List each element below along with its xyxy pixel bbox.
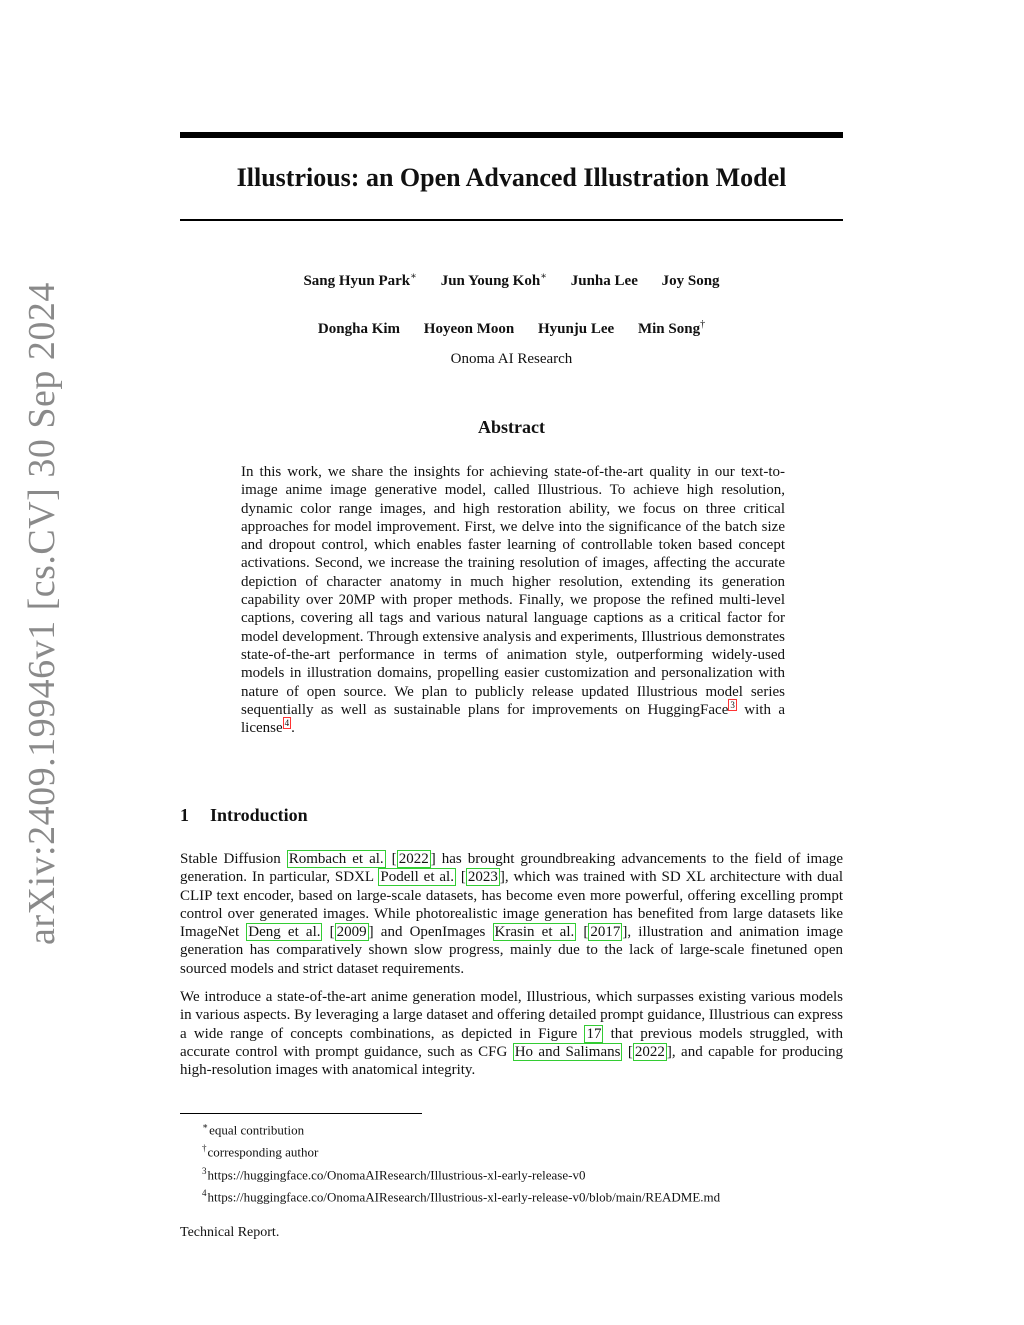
paragraph: Stable Diffusion Rombach et al. [ 2022 ] has brought groundbreaking advancements to the field of image generation. In particular, SDXL Podell et al. [ 2023 ], which was trained with SD XL architecture with dual CLIP text encoder, based on large-scale datasets, has become even more powerful, offering excelling prompt control over generated images. While photorealistic image generation has benefited from large datasets like ImageNet Deng et al. [ 2009 ] and OpenImages Krasin et al. [ 2017 ], illustration and animation image generation has comparatively shown slow progress, mainly due to the lack of large-scale finetuned open sourced models and strict dataset requirements. (180, 851, 844, 977)
title-top-rule (180, 132, 843, 138)
citation-year-link[interactable]: 2017 (590, 924, 621, 941)
section-number: 1 (180, 805, 189, 825)
citation-link[interactable]: Deng et al. (248, 924, 321, 941)
authors-row-1 (180, 267, 843, 291)
author: Hoyeon Moon (423, 321, 515, 337)
authors-row-2 (180, 315, 843, 339)
arxiv-identifier-stamp: arXiv:2409.19946v1 [cs.CV] 30 Sep 2024 (21, 282, 63, 945)
abstract-body: In this work, we share the insights for achieving state-of-the-art quality in our text-to-image anime image generative model, called Illustrious. To achieve high resolution, dynamic color range images, and high restoration ability, we focus on three critical approaches for model improvement. First, we delve into the significance of the batch size and dropout control, which enables faster learning of controllable token based concept activations. Second, we increase the training resolution of images, affecting the accurate depiction of character anatomy in much higher resolution, extending its generation capability over 20MP with proper methods. Finally, we propose the refined multi-level captions, covering all tags and various natural language captions as a critical factor for model development. Through extensive analysis and experiments, Illustrious demonstrates state-of-the-art performance in terms of animation style, outperforming widely-used models in illustration domains, propelling easier customization and personalization with nature of open source. We plan to publicly release updated Illustrious model series sequentially as well as sustainable plans for improvements on HuggingFace $^3$ with a license $^4$ . (241, 464, 786, 737)
author: Jun Young Koh∗ (440, 271, 547, 289)
footnote-divider (180, 1113, 422, 1114)
footnote: †corresponding author (202, 1143, 319, 1160)
citation-year-link[interactable]: 2009 (336, 924, 367, 941)
author: Sang Hyun Park∗ (303, 271, 417, 289)
citation-year-link[interactable]: 2023 (467, 869, 498, 886)
author: Dongha Kim (317, 321, 401, 337)
author: Junha Lee (570, 273, 638, 289)
citation-link[interactable]: Ho and Salimans (514, 1043, 621, 1060)
author: Hyunju Lee (537, 321, 615, 337)
paper-title: Illustrious: an Open Advanced Illustration Model (236, 163, 787, 192)
footnote-link-3[interactable]: 3 (730, 699, 735, 710)
figure-link[interactable]: 17 (586, 1025, 602, 1042)
title-bottom-rule (180, 219, 843, 221)
footnote-link-4[interactable]: 4 (284, 718, 290, 729)
citation-link[interactable]: Podell et al. (380, 869, 454, 886)
citation-link[interactable]: Krasin et al. (494, 924, 575, 941)
section-title: Introduction (210, 805, 308, 825)
page-footer: Technical Report. (180, 1225, 280, 1240)
footnote-url[interactable]: https://huggingface.co/OnomaAIResearch/Illustrious-xl-early-release-v0 (207, 1166, 586, 1182)
paragraph: We introduce a state-of-the-art anime generation model, Illustrious, which surpasses existing various models in various aspects. By leveraging a large dataset and offering detailed prompt guidance, Illustrious can express a wide range of concepts combinations, as depicted in Figure 17 that previous models struggled, with accurate control with prompt guidance, such as CFG Ho and Salimans [ 2022 ], and capable for producing high-resolution images with anatomical integrity. (180, 989, 843, 1079)
affiliation: Onoma AI Research (450, 351, 573, 367)
abstract-heading: Abstract (478, 417, 545, 437)
author: Joy Song (661, 273, 720, 289)
section-heading-introduction (180, 805, 308, 826)
footnote: $^4$https://huggingface.co/OnomaAIResearch/Illustrious-xl-early-release-v0/blob/main/README.md (202, 1187, 721, 1205)
citation-year-link[interactable]: 2022 (634, 1043, 665, 1060)
citation-link[interactable]: Rombach et al. (288, 851, 384, 867)
citation-year-link[interactable]: 2022 (398, 851, 429, 867)
footnote-url[interactable]: https://huggingface.co/OnomaAIResearch/Illustrious-xl-early-release-v0/blob/main/README.md (207, 1189, 721, 1205)
footnote: $^3$https://huggingface.co/OnomaAIResearch/Illustrious-xl-early-release-v0 (202, 1165, 586, 1182)
footnotes (202, 1117, 720, 1206)
introduction-body (180, 850, 843, 1090)
author: Min Song† (637, 319, 706, 337)
footnote: ∗equal contribution (202, 1121, 305, 1138)
